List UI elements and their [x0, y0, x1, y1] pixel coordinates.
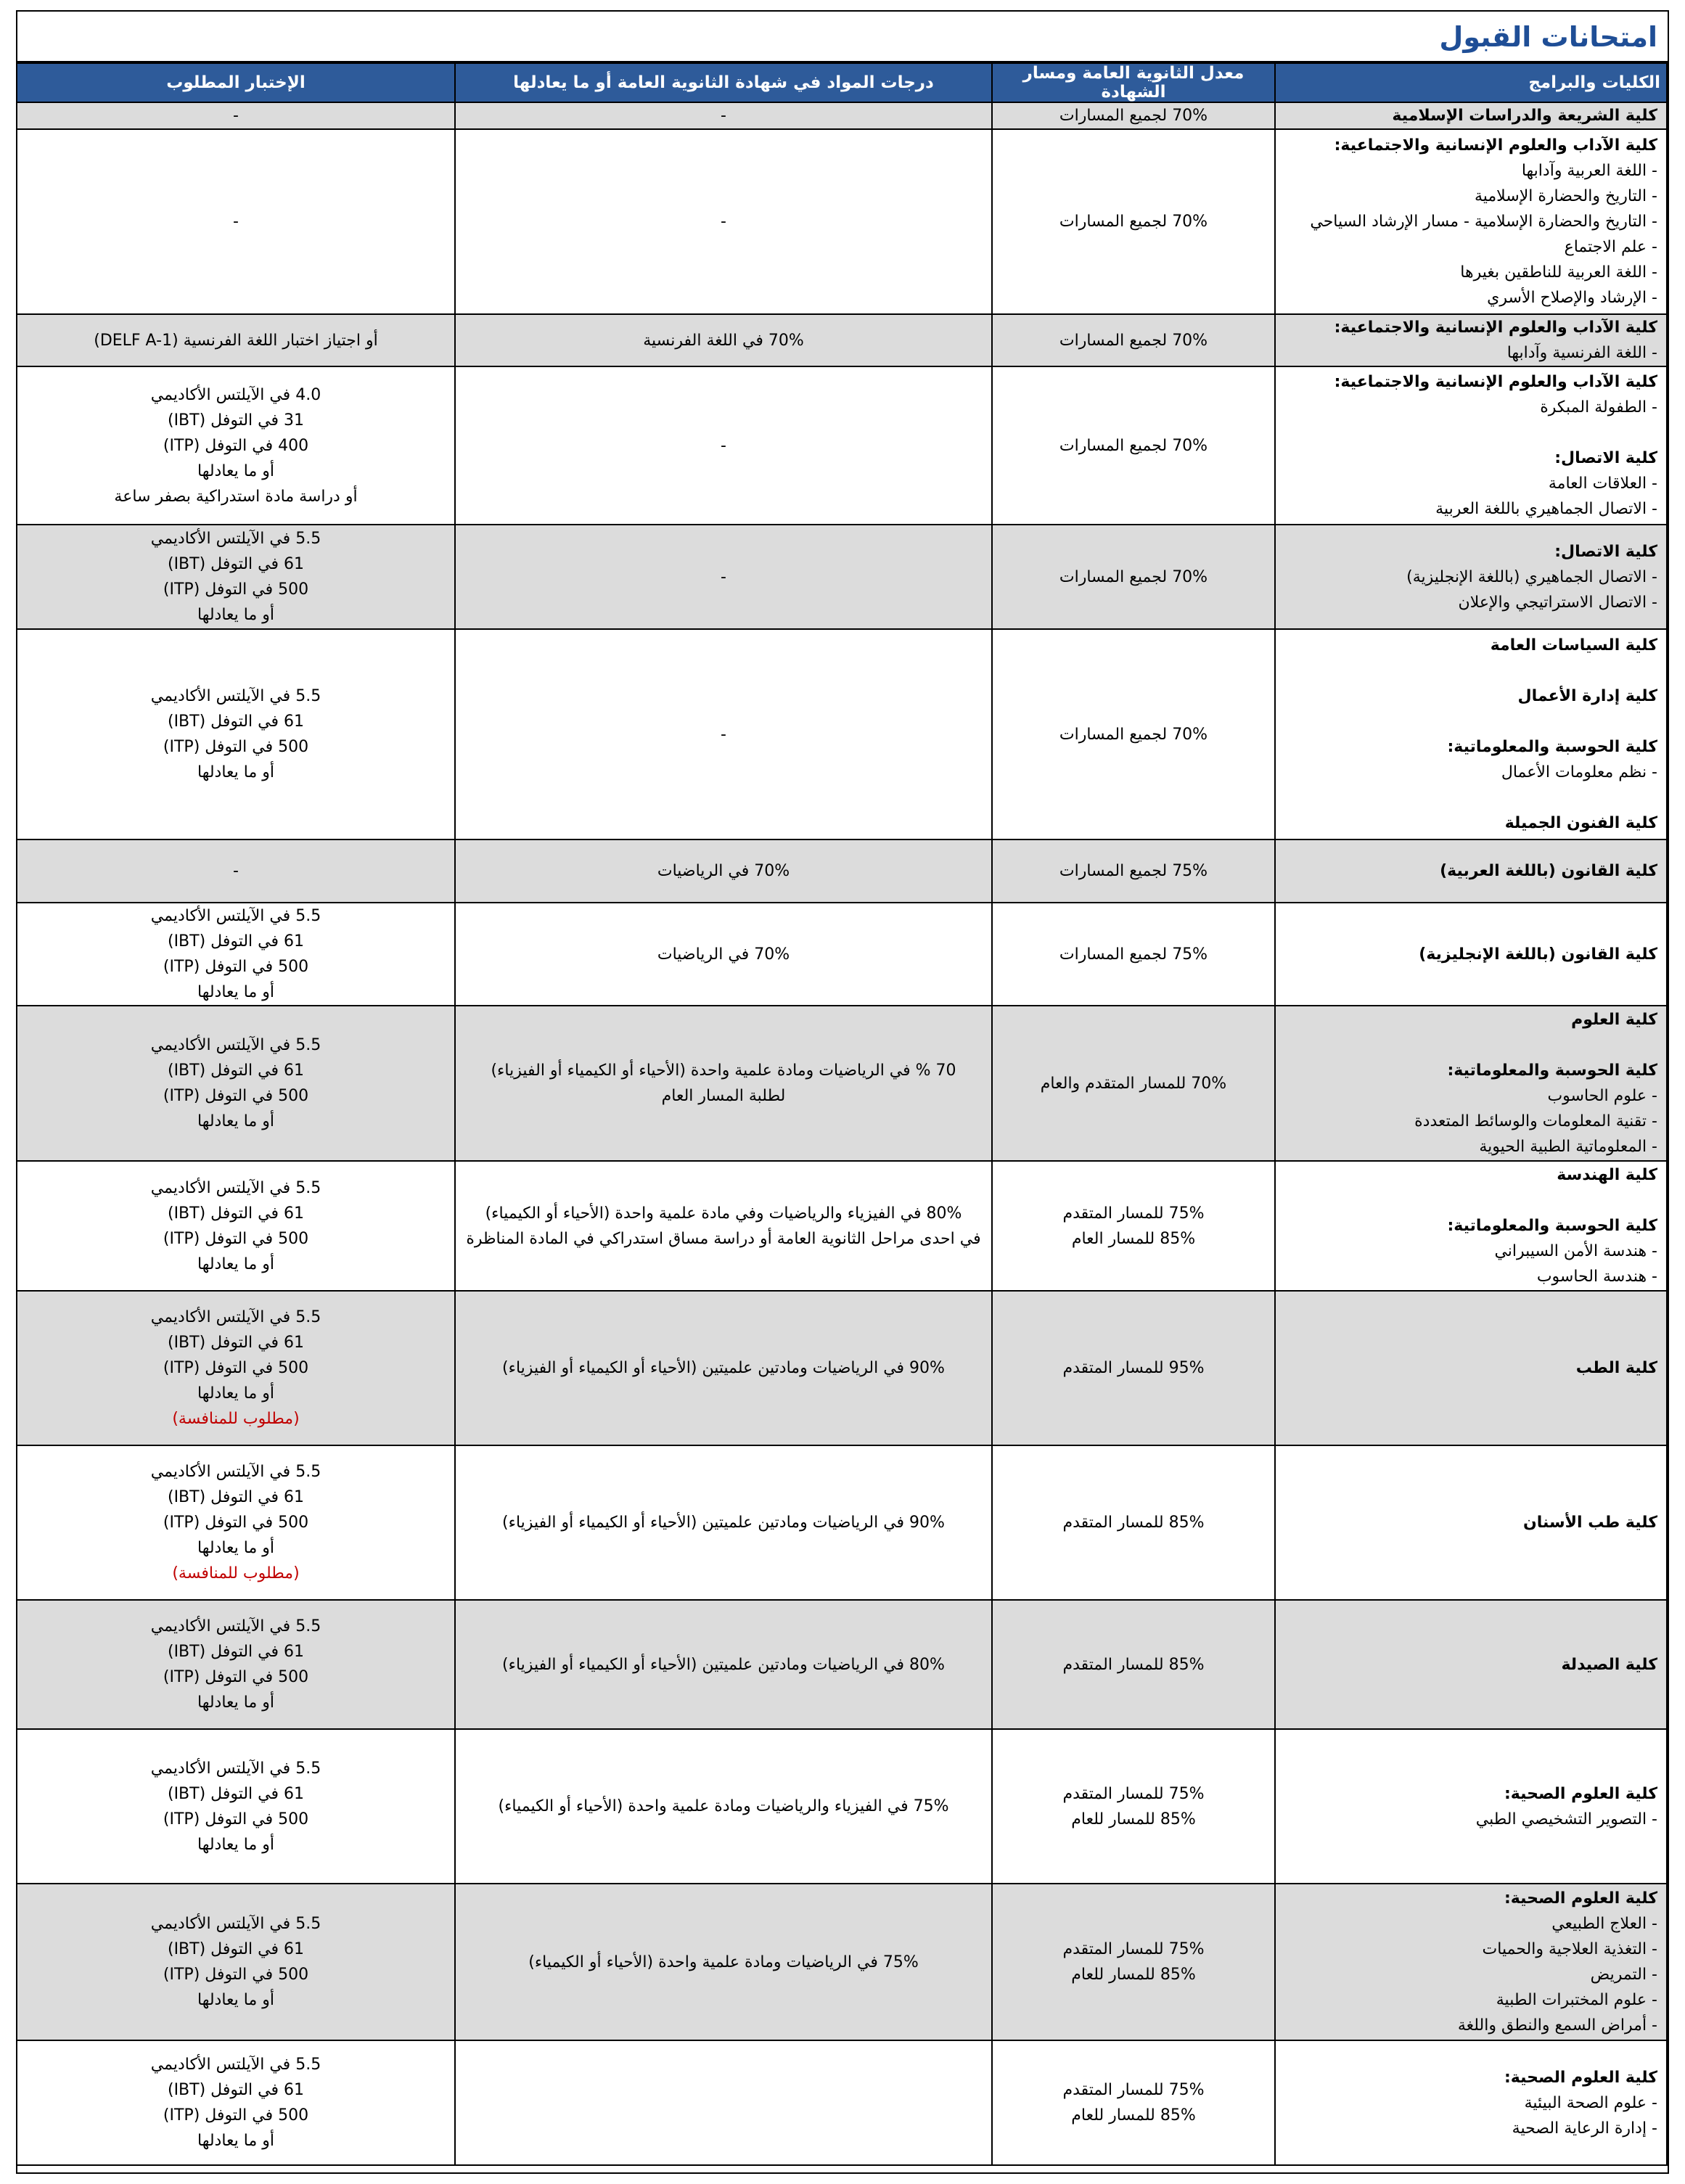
required-test-cell: [17, 839, 455, 903]
subject-grades-cell: [455, 1729, 992, 1884]
test-line: 500 في التوفل (ITP): [163, 2106, 309, 2125]
spacer: [1283, 1188, 1657, 1213]
test-line: 61 في التوفل (IBT): [167, 932, 305, 951]
test-line: 400 في التوفل (ITP): [163, 436, 309, 455]
college-programs-cell: [1275, 314, 1667, 366]
required-test-cell: [17, 1884, 455, 2040]
test-line: أو ما يعادلها: [197, 2132, 274, 2150]
test-line: 500 في التوفل (ITP): [163, 580, 309, 599]
test-line: 5.5 في الآيلتس الأكاديمي: [150, 1915, 321, 1933]
test-line: 500 في التوفل (ITP): [163, 1514, 309, 1532]
college-name: كلية الفنون الجميلة: [1504, 814, 1657, 832]
average-cell: [992, 102, 1275, 129]
subject-grades-cell: [455, 102, 992, 129]
required-test-cell: [17, 1445, 455, 1600]
college-programs-cell: [1275, 1291, 1667, 1445]
required-test-cell: [17, 1161, 455, 1291]
average-line: 75% للمسار المتقدم: [1062, 1784, 1205, 1803]
required-test-cell: [17, 525, 455, 629]
test-line: 5.5 في الآيلتس الأكاديمي: [150, 1178, 321, 1197]
test-line: -: [233, 107, 239, 125]
table-row: [17, 366, 1667, 525]
test-line: أو ما يعادلها: [197, 1991, 274, 2009]
required-test-cell: [17, 129, 455, 314]
subject-grades-cell: [455, 1161, 992, 1291]
table-row: [17, 314, 1667, 366]
required-test-cell: [17, 1291, 455, 1445]
test-line: 61 في التوفل (IBT): [167, 2081, 305, 2099]
table-row: [17, 525, 1667, 629]
table-row: [17, 1729, 1667, 1884]
header-required-test: الإختبار المطلوب: [17, 63, 455, 102]
subject-grade-line: 70% في الرياضيات: [657, 945, 790, 964]
college-name: كلية الشريعة والدراسات الإسلامية: [1392, 107, 1657, 125]
subject-grade-line: -: [721, 213, 726, 231]
subject-grades-cell: [455, 2040, 992, 2165]
college-programs-cell: [1275, 366, 1667, 525]
college-name: كلية الآداب والعلوم الإنسانية والاجتماعية:: [1334, 136, 1657, 155]
average-cell: [992, 1161, 1275, 1291]
test-line: 5.5 في الآيلتس الأكاديمي: [150, 2056, 321, 2074]
subject-grades-cell: [455, 839, 992, 903]
spacer: [1283, 1033, 1657, 1058]
program-item: - أمراض السمع والنطق واللغة: [1457, 2016, 1657, 2035]
subject-grade-line: 80% في الرياضيات ومادتين علميتين (الأحياء أو الكيمياء أو الفيزياء): [502, 1655, 945, 1674]
program-item: - العلاج الطبيعي: [1551, 1915, 1657, 1933]
test-line: أو ما يعادلها: [197, 1694, 274, 1712]
average-line: 70% لجميع المسارات: [1059, 725, 1208, 744]
test-line: 500 في التوفل (ITP): [163, 1810, 309, 1828]
table-row: [17, 1445, 1667, 1600]
required-test-cell: [17, 1006, 455, 1161]
subject-grade-line: 70 % في الرياضيات ومادة علمية واحدة (الأحياء أو الكيمياء أو الفيزياء): [491, 1062, 956, 1080]
header-subject-grades: درجات المواد في شهادة الثانوية العامة أو ما يعادلها: [455, 63, 992, 102]
average-line: 70% لجميع المسارات: [1059, 107, 1208, 125]
program-item: - الإرشاد والإصلاح الأسري: [1487, 289, 1657, 307]
college-name: كلية إدارة الأعمال: [1517, 687, 1657, 705]
subject-grades-cell: [455, 1884, 992, 2040]
average-line: 75% للمسار المتقدم: [1062, 1940, 1205, 1958]
subject-grade-line: 70% في الرياضيات: [657, 862, 790, 880]
test-line: 5.5 في الآيلتس الأكاديمي: [150, 1617, 321, 1635]
college-programs-cell: [1275, 129, 1667, 314]
test-line: 500 في التوفل (ITP): [163, 1359, 309, 1377]
test-line: 61 في التوفل (IBT): [167, 1204, 305, 1223]
table-row: [17, 129, 1667, 314]
program-item: - التاريخ والحضارة الإسلامية - مسار الإرشاد السياحي: [1310, 213, 1657, 231]
average-line: 85% للمسار المتقدم: [1062, 1655, 1205, 1674]
program-item: - هندسة الأمن السيبراني: [1494, 1242, 1657, 1260]
subject-grade-line: -: [721, 107, 726, 125]
average-line: 95% للمسار المتقدم: [1062, 1359, 1205, 1377]
subject-grades-cell: [455, 1600, 992, 1729]
test-line: أو ما يعادلها: [197, 1255, 274, 1273]
admission-requirements-page: [16, 10, 1669, 2174]
subject-grades-cell: [455, 903, 992, 1006]
test-line: -: [233, 213, 239, 231]
average-cell: [992, 839, 1275, 903]
subject-grades-cell: [455, 1445, 992, 1600]
header-average: معدل الثانوية العامة ومسار الشهادة: [992, 63, 1275, 102]
subject-grade-line: 80% في الفيزياء والرياضيات وفي مادة علمية واحدة (الأحياء أو الكيمياء): [485, 1204, 962, 1223]
test-line: أو ما يعادلها: [197, 763, 274, 781]
college-name: كلية الهندسة: [1557, 1166, 1657, 1184]
test-line: (مطلوب للمنافسة): [172, 1564, 300, 1582]
college-name: كلية الاتصال:: [1554, 542, 1657, 561]
test-line: 500 في التوفل (ITP): [163, 1087, 309, 1105]
test-line: أو اجتياز اختبار اللغة الفرنسية (DELF A-1): [94, 331, 378, 350]
subject-grade-line: 90% في الرياضيات ومادتين علميتين (الأحياء أو الكيمياء أو الفيزياء): [502, 1514, 945, 1532]
average-line: 85% للمسار العام: [1071, 1229, 1196, 1248]
table-row: [17, 1006, 1667, 1161]
average-cell: [992, 525, 1275, 629]
average-line: 85% للمسار للعام: [1071, 1810, 1196, 1828]
table-row: [17, 1600, 1667, 1729]
college-name: كلية العلوم الصحية:: [1504, 2068, 1657, 2087]
subject-grade-line: 75% في الرياضيات ومادة علمية واحدة (الأحياء أو الكيمياء): [528, 1953, 919, 1971]
subject-grade-line: -: [721, 567, 726, 586]
test-line: 5.5 في الآيلتس الأكاديمي: [150, 1036, 321, 1054]
subject-grade-line: 75% في الفيزياء والرياضيات ومادة علمية واحدة (الأحياء أو الكيمياء): [498, 1797, 949, 1815]
average-line: 70% لجميع المسارات: [1059, 567, 1208, 586]
test-line: 61 في التوفل (IBT): [167, 1940, 305, 1958]
test-line: 5.5 في الآيلتس الأكاديمي: [150, 907, 321, 925]
average-cell: [992, 1600, 1275, 1729]
required-test-cell: [17, 629, 455, 839]
test-line: -: [233, 862, 239, 880]
test-line: أو ما يعادلها: [197, 1539, 274, 1557]
program-item: - تقنية المعلومات والوسائط المتعددة: [1414, 1112, 1657, 1130]
spacer: [1283, 709, 1657, 734]
average-cell: [992, 366, 1275, 525]
required-test-cell: [17, 1600, 455, 1729]
program-item: - نظم معلومات الأعمال: [1501, 763, 1657, 781]
test-line: (مطلوب للمنافسة): [172, 1410, 300, 1428]
college-name: كلية العلوم الصحية:: [1504, 1784, 1657, 1803]
test-line: 61 في التوفل (IBT): [167, 1488, 305, 1506]
average-line: 70% لجميع المسارات: [1059, 436, 1208, 455]
program-item: - اللغة العربية وآدابها: [1521, 162, 1657, 180]
test-line: أو ما يعادلها: [197, 461, 274, 480]
program-item: - الاتصال الاستراتيجي والإعلان: [1458, 593, 1657, 612]
subject-grades-cell: [455, 629, 992, 839]
college-name: كلية العلوم الصحية:: [1504, 1889, 1657, 1908]
table-body: [17, 102, 1667, 2165]
average-line: 85% للمسار المتقدم: [1062, 1514, 1205, 1532]
average-line: 75% للمسار المتقدم: [1062, 2081, 1205, 2099]
college-name: كلية الآداب والعلوم الإنسانية والاجتماعية:: [1334, 319, 1657, 337]
average-line: 70% للمسار المتقدم والعام: [1040, 1074, 1227, 1093]
college-name: كلية الحوسبة والمعلوماتية:: [1447, 738, 1657, 756]
average-cell: [992, 2040, 1275, 2165]
average-cell: [992, 1291, 1275, 1445]
subject-grade-line: 90% في الرياضيات ومادتين علميتين (الأحياء أو الكيمياء أو الفيزياء): [502, 1359, 945, 1377]
table-row: [17, 903, 1667, 1006]
college-programs-cell: [1275, 839, 1667, 903]
average-line: 75% للمسار المتقدم: [1062, 1204, 1205, 1223]
subject-grade-line: -: [721, 725, 726, 744]
test-line: 500 في التوفل (ITP): [163, 738, 309, 756]
college-name: كلية الصيدلة: [1561, 1655, 1657, 1674]
test-line: أو ما يعادلها: [197, 1112, 274, 1130]
table-header-row: [17, 63, 1667, 102]
subject-grades-cell: [455, 1006, 992, 1161]
table-row: [17, 2040, 1667, 2165]
test-line: 61 في التوفل (IBT): [167, 1062, 305, 1080]
program-item: - العلاقات العامة: [1548, 475, 1657, 493]
program-item: - علم الاجتماع: [1564, 238, 1657, 256]
program-item: - علوم المختبرات الطبية: [1496, 1991, 1657, 2009]
program-item: - الطفولة المبكرة: [1540, 398, 1657, 416]
program-item: - التاريخ والحضارة الإسلامية: [1474, 187, 1657, 205]
college-name: كلية القانون (باللغة الإنجليزية): [1419, 945, 1657, 964]
subject-grade-line: 70% في اللغة الفرنسية: [643, 331, 804, 350]
college-programs-cell: [1275, 629, 1667, 839]
college-name: كلية الحوسبة والمعلوماتية:: [1447, 1062, 1657, 1080]
program-item: - المعلوماتية الطبية الحيوية: [1479, 1138, 1657, 1156]
program-item: - التصوير التشخيصي الطبي: [1475, 1810, 1657, 1828]
test-line: 5.5 في الآيلتس الأكاديمي: [150, 687, 321, 705]
test-line: 5.5 في الآيلتس الأكاديمي: [150, 1463, 321, 1481]
average-line: 85% للمسار للعام: [1071, 2106, 1196, 2125]
subject-grades-cell: [455, 1291, 992, 1445]
average-cell: [992, 1884, 1275, 2040]
average-line: 75% لجميع المسارات: [1059, 862, 1208, 880]
college-programs-cell: [1275, 903, 1667, 1006]
table-row: [17, 629, 1667, 839]
table-row: [17, 1884, 1667, 2040]
admission-table: [16, 62, 1668, 2166]
program-item: - التمريض: [1590, 1966, 1657, 1984]
table-row: [17, 1291, 1667, 1445]
required-test-cell: [17, 102, 455, 129]
test-line: 500 في التوفل (ITP): [163, 1229, 309, 1248]
page-title: امتحانات القبول: [17, 12, 1668, 62]
program-item: - التغذية العلاجية والحميات: [1482, 1940, 1657, 1958]
college-programs-cell: [1275, 1884, 1667, 2040]
test-line: 31 في التوفل (IBT): [167, 411, 305, 430]
test-line: 5.5 في الآيلتس الأكاديمي: [150, 1308, 321, 1326]
test-line: 500 في التوفل (ITP): [163, 958, 309, 976]
test-line: 500 في التوفل (ITP): [163, 1966, 309, 1984]
table-row: [17, 102, 1667, 129]
college-programs-cell: [1275, 2040, 1667, 2165]
average-line: 75% لجميع المسارات: [1059, 945, 1208, 964]
program-item: - الاتصال الجماهيري (باللغة الإنجليزية): [1406, 567, 1657, 586]
program-item: - اللغة الفرنسية وآدابها: [1506, 344, 1657, 362]
subject-grades-cell: [455, 129, 992, 314]
college-programs-cell: [1275, 1161, 1667, 1291]
college-name: كلية الآداب والعلوم الإنسانية والاجتماعية:: [1334, 373, 1657, 391]
college-name: كلية الاتصال:: [1554, 449, 1657, 467]
test-line: أو ما يعادلها: [197, 606, 274, 624]
college-name: كلية العلوم: [1571, 1011, 1657, 1029]
average-cell: [992, 903, 1275, 1006]
required-test-cell: [17, 366, 455, 525]
test-line: 61 في التوفل (IBT): [167, 713, 305, 731]
program-item: - الاتصال الجماهيري باللغة العربية: [1435, 500, 1657, 518]
test-line: 61 في التوفل (IBT): [167, 555, 305, 573]
program-item: - إدارة الرعاية الصحية: [1512, 2119, 1657, 2138]
college-name: كلية الحوسبة والمعلوماتية:: [1447, 1217, 1657, 1235]
college-name: كلية القانون (باللغة العربية): [1440, 862, 1657, 880]
college-programs-cell: [1275, 525, 1667, 629]
college-programs-cell: [1275, 1445, 1667, 1600]
required-test-cell: [17, 2040, 455, 2165]
header-colleges: الكليات والبرامج: [1275, 63, 1667, 102]
test-line: أو دراسة مادة استدراكية بصفر ساعة: [114, 487, 358, 506]
subject-grades-cell: [455, 525, 992, 629]
subject-grade-line: في احدى مراحل الثانوية العامة أو دراسة مساق استدراكي في المادة المناظرة: [466, 1229, 981, 1248]
spacer: [1283, 785, 1657, 810]
average-cell: [992, 1445, 1275, 1600]
test-line: أو ما يعادلها: [197, 1384, 274, 1403]
average-line: 70% لجميع المسارات: [1059, 213, 1208, 231]
college-name: كلية الطب: [1575, 1359, 1657, 1377]
average-cell: [992, 629, 1275, 839]
required-test-cell: [17, 1729, 455, 1884]
college-programs-cell: [1275, 102, 1667, 129]
test-line: 500 في التوفل (ITP): [163, 1668, 309, 1686]
test-line: 4.0 في الآيلتس الأكاديمي: [150, 385, 321, 404]
program-item: - علوم الحاسوب: [1547, 1087, 1657, 1105]
college-programs-cell: [1275, 1600, 1667, 1729]
required-test-cell: [17, 314, 455, 366]
average-line: 70% لجميع المسارات: [1059, 331, 1208, 350]
table-row: [17, 1161, 1667, 1291]
average-cell: [992, 129, 1275, 314]
program-item: - هندسة الحاسوب: [1536, 1268, 1657, 1286]
college-programs-cell: [1275, 1006, 1667, 1161]
subject-grade-line: -: [721, 436, 726, 455]
program-item: - علوم الصحة البيئية: [1524, 2093, 1657, 2112]
subject-grade-line: لطلبة المسار العام: [661, 1087, 786, 1105]
average-cell: [992, 314, 1275, 366]
test-line: 5.5 في الآيلتس الأكاديمي: [150, 530, 321, 548]
spacer: [1283, 420, 1657, 446]
test-line: 61 في التوفل (IBT): [167, 1334, 305, 1352]
required-test-cell: [17, 903, 455, 1006]
average-line: 85% للمسار للعام: [1071, 1966, 1196, 1984]
average-cell: [992, 1006, 1275, 1161]
average-cell: [992, 1729, 1275, 1884]
college-name: كلية طب الأسنان: [1522, 1514, 1657, 1532]
college-programs-cell: [1275, 1729, 1667, 1884]
test-line: 5.5 في الآيلتس الأكاديمي: [150, 1759, 321, 1778]
test-line: 61 في التوفل (IBT): [167, 1643, 305, 1661]
program-item: - اللغة العربية للناطقين بغيرها: [1460, 263, 1657, 282]
test-line: 61 في التوفل (IBT): [167, 1784, 305, 1803]
college-name: كلية السياسات العامة: [1490, 636, 1657, 654]
subject-grades-cell: [455, 314, 992, 366]
test-line: أو ما يعادلها: [197, 1835, 274, 1854]
subject-grades-cell: [455, 366, 992, 525]
table-row: [17, 839, 1667, 903]
test-line: أو ما يعادلها: [197, 983, 274, 1001]
spacer: [1283, 658, 1657, 683]
